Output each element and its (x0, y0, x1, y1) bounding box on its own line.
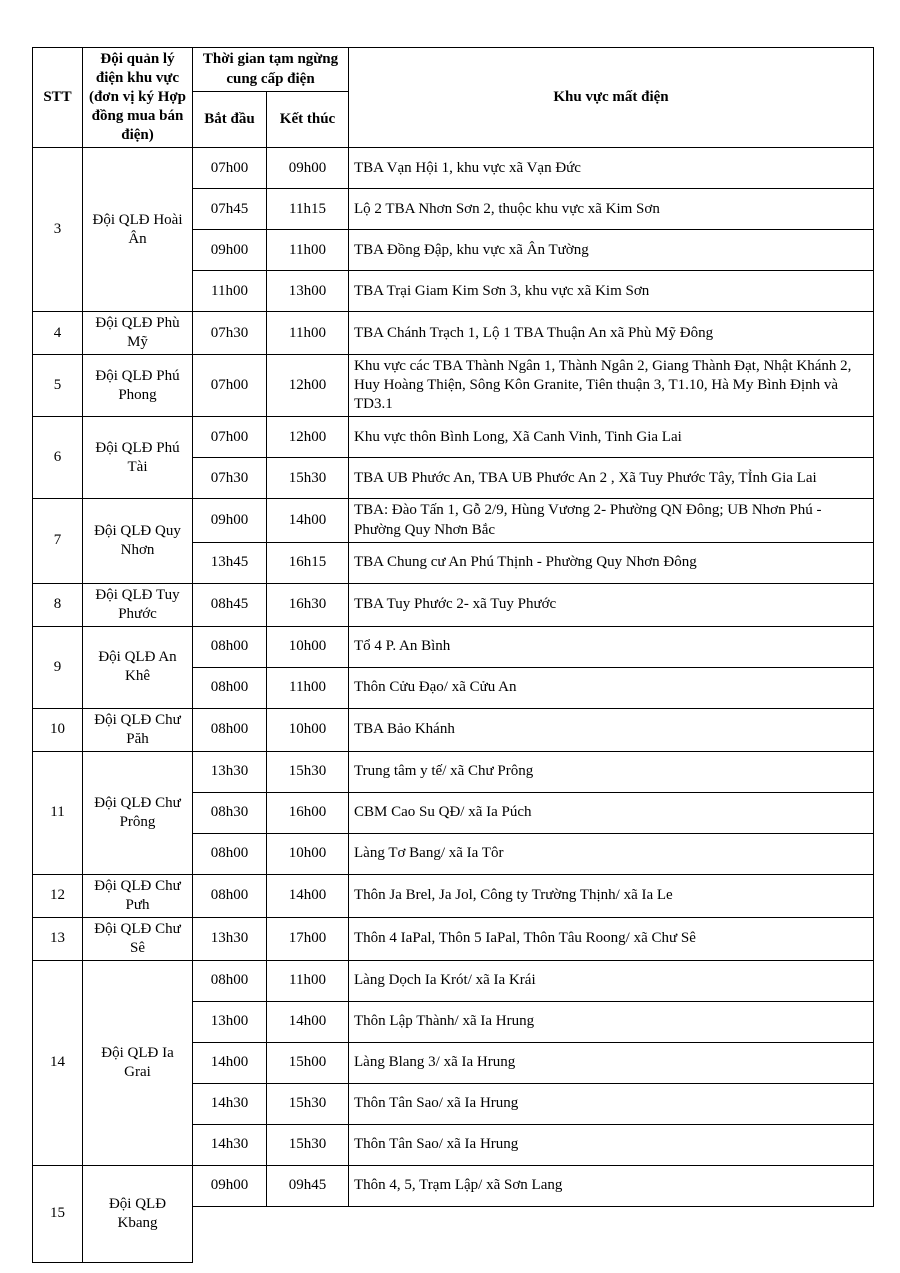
table-row (33, 312, 874, 355)
area-cell: Tổ 4 P. An Bình (349, 626, 874, 667)
stt-cell: 3 (33, 148, 83, 312)
area-cell: TBA Vạn Hội 1, khu vực xã Vạn Đức (349, 148, 874, 189)
end-time-cell: 15h30 (267, 458, 349, 499)
team-cell: Đội QLĐ Chư Pưh (83, 874, 193, 917)
area-cell: TBA Tuy Phước 2- xã Tuy Phước (349, 583, 874, 626)
area-cell: TBA: Đào Tấn 1, Gỗ 2/9, Hùng Vương 2- Phường QN Đông; UB Nhơn Phú - Phường Quy Nhơn Bắc (349, 499, 874, 542)
end-time-cell: 17h00 (267, 917, 349, 960)
area-cell: Trung tâm y tế/ xã Chư Prông (349, 751, 874, 792)
start-time-cell: 07h30 (193, 458, 267, 499)
area-cell: Thôn 4, 5, Trạm Lập/ xã Sơn Lang (349, 1165, 874, 1206)
outage-table-body (33, 148, 874, 1263)
area-cell: Làng Blang 3/ xã Ia Hrung (349, 1042, 874, 1083)
table-row (33, 960, 874, 1001)
stt-cell: 10 (33, 708, 83, 751)
stt-cell: 9 (33, 626, 83, 708)
start-time-cell: 07h00 (193, 355, 267, 417)
end-time-cell: 16h15 (267, 542, 349, 583)
table-row (33, 874, 874, 917)
end-time-cell: 14h00 (267, 499, 349, 542)
start-time-cell: 14h30 (193, 1124, 267, 1165)
start-time-cell: 08h00 (193, 833, 267, 874)
start-time-cell: 08h00 (193, 667, 267, 708)
team-cell: Đội QLĐ Tuy Phước (83, 583, 193, 626)
column-header-time-group: Thời gian tạm ngừng cung cấp điện (193, 48, 349, 92)
end-time-cell: 12h00 (267, 355, 349, 417)
start-time-cell: 13h00 (193, 1001, 267, 1042)
power-outage-schedule-table (32, 47, 874, 1263)
area-cell: Làng Tơ Bang/ xã Ia Tôr (349, 833, 874, 874)
team-cell: Đội QLĐ Chư Păh (83, 708, 193, 751)
table-row (33, 917, 874, 960)
team-cell: Đội QLĐ Kbang (83, 1165, 193, 1262)
column-header-end: Kết thúc (267, 92, 349, 148)
clipped-cell (193, 1206, 267, 1262)
start-time-cell: 09h00 (193, 1165, 267, 1206)
end-time-cell: 16h00 (267, 792, 349, 833)
stt-cell: 5 (33, 355, 83, 417)
end-time-cell: 10h00 (267, 626, 349, 667)
start-time-cell: 08h00 (193, 874, 267, 917)
area-cell: Làng Dọch Ia Krót/ xã Ia Krái (349, 960, 874, 1001)
team-cell: Đội QLĐ An Khê (83, 626, 193, 708)
start-time-cell: 07h00 (193, 417, 267, 458)
stt-cell: 11 (33, 751, 83, 874)
table-row (33, 626, 874, 667)
area-cell: TBA Bảo Khánh (349, 708, 874, 751)
stt-cell: 14 (33, 960, 83, 1165)
table-row (33, 499, 874, 542)
area-cell: TBA Trại Giam Kim Sơn 3, khu vực xã Kim Sơn (349, 271, 874, 312)
start-time-cell: 08h00 (193, 960, 267, 1001)
end-time-cell: 10h00 (267, 833, 349, 874)
start-time-cell: 11h00 (193, 271, 267, 312)
start-time-cell: 08h00 (193, 626, 267, 667)
clipped-cell (349, 1206, 874, 1262)
header-row-top (33, 48, 874, 92)
area-cell: Thôn Cửu Đạo/ xã Cửu An (349, 667, 874, 708)
table-row (33, 751, 874, 792)
area-cell: Khu vực thôn Bình Long, Xã Canh Vinh, Tinh Gia Lai (349, 417, 874, 458)
start-time-cell: 08h00 (193, 708, 267, 751)
team-cell: Đội QLĐ Phù Mỹ (83, 312, 193, 355)
end-time-cell: 09h45 (267, 1165, 349, 1206)
clipped-cell (267, 1206, 349, 1262)
team-cell: Đội QLĐ Hoài Ân (83, 148, 193, 312)
start-time-cell: 14h00 (193, 1042, 267, 1083)
area-cell: Thôn Ja Brel, Ja Jol, Công ty Trường Thịnh/ xã Ia Le (349, 874, 874, 917)
end-time-cell: 14h00 (267, 874, 349, 917)
stt-cell: 4 (33, 312, 83, 355)
end-time-cell: 16h30 (267, 583, 349, 626)
column-header-team: Đội quản lý điện khu vực (đơn vị ký Hợp đồng mua bán điện) (83, 48, 193, 148)
table-row (33, 148, 874, 189)
end-time-cell: 11h00 (267, 312, 349, 355)
team-cell: Đội QLĐ Phú Tài (83, 417, 193, 499)
stt-cell: 12 (33, 874, 83, 917)
start-time-cell: 07h30 (193, 312, 267, 355)
area-cell: Thôn Lập Thành/ xã Ia Hrung (349, 1001, 874, 1042)
column-header-area: Khu vực mất điện (349, 48, 874, 148)
table-row (33, 583, 874, 626)
start-time-cell: 08h30 (193, 792, 267, 833)
stt-cell: 7 (33, 499, 83, 583)
table-row (33, 355, 874, 417)
table-row (33, 708, 874, 751)
team-cell: Đội QLĐ Phú Phong (83, 355, 193, 417)
column-header-start: Bắt đầu (193, 92, 267, 148)
area-cell: TBA Chánh Trạch 1, Lộ 1 TBA Thuận An xã Phù Mỹ Đông (349, 312, 874, 355)
area-cell: Thôn Tân Sao/ xã Ia Hrung (349, 1124, 874, 1165)
start-time-cell: 07h45 (193, 189, 267, 230)
team-cell: Đội QLĐ Quy Nhơn (83, 499, 193, 583)
end-time-cell: 09h00 (267, 148, 349, 189)
area-cell: TBA UB Phước An, TBA UB Phước An 2 , Xã Tuy Phước Tây, TỈnh Gia Lai (349, 458, 874, 499)
end-time-cell: 11h00 (267, 230, 349, 271)
table-row (33, 1165, 874, 1206)
end-time-cell: 11h15 (267, 189, 349, 230)
end-time-cell: 12h00 (267, 417, 349, 458)
area-cell: Thôn 4 IaPal, Thôn 5 IaPal, Thôn Tâu Roong/ xã Chư Sê (349, 917, 874, 960)
table-row (33, 417, 874, 458)
table-clip-region (32, 47, 875, 1231)
end-time-cell: 15h00 (267, 1042, 349, 1083)
start-time-cell: 13h30 (193, 917, 267, 960)
team-cell: Đội QLĐ Chư Prông (83, 751, 193, 874)
stt-cell: 15 (33, 1165, 83, 1262)
area-cell: TBA Đồng Đập, khu vực xã Ân Tường (349, 230, 874, 271)
area-cell: Thôn Tân Sao/ xã Ia Hrung (349, 1083, 874, 1124)
stt-cell: 6 (33, 417, 83, 499)
start-time-cell: 09h00 (193, 499, 267, 542)
stt-cell: 13 (33, 917, 83, 960)
end-time-cell: 15h30 (267, 1124, 349, 1165)
start-time-cell: 07h00 (193, 148, 267, 189)
start-time-cell: 13h45 (193, 542, 267, 583)
end-time-cell: 13h00 (267, 271, 349, 312)
start-time-cell: 14h30 (193, 1083, 267, 1124)
stt-cell: 8 (33, 583, 83, 626)
end-time-cell: 10h00 (267, 708, 349, 751)
area-cell: CBM Cao Su QĐ/ xã Ia Púch (349, 792, 874, 833)
end-time-cell: 14h00 (267, 1001, 349, 1042)
area-cell: Khu vực các TBA Thành Ngân 1, Thành Ngân 2, Giang Thành Đạt, Nhật Khánh 2, Huy Hoàng Thiện, Sông Kôn Granite, Tiên thuận 3, T1.10, Hà My Bình Định và TD3.1 (349, 355, 874, 417)
start-time-cell: 09h00 (193, 230, 267, 271)
start-time-cell: 13h30 (193, 751, 267, 792)
team-cell: Đội QLĐ Chư Sê (83, 917, 193, 960)
end-time-cell: 15h30 (267, 751, 349, 792)
table-header (33, 48, 874, 148)
area-cell: Lộ 2 TBA Nhơn Sơn 2, thuộc khu vực xã Kim Sơn (349, 189, 874, 230)
end-time-cell: 11h00 (267, 960, 349, 1001)
column-header-stt: STT (33, 48, 83, 148)
area-cell: TBA Chung cư An Phú Thịnh - Phường Quy Nhơn Đông (349, 542, 874, 583)
start-time-cell: 08h45 (193, 583, 267, 626)
end-time-cell: 15h30 (267, 1083, 349, 1124)
end-time-cell: 11h00 (267, 667, 349, 708)
team-cell: Đội QLĐ Ia Grai (83, 960, 193, 1165)
